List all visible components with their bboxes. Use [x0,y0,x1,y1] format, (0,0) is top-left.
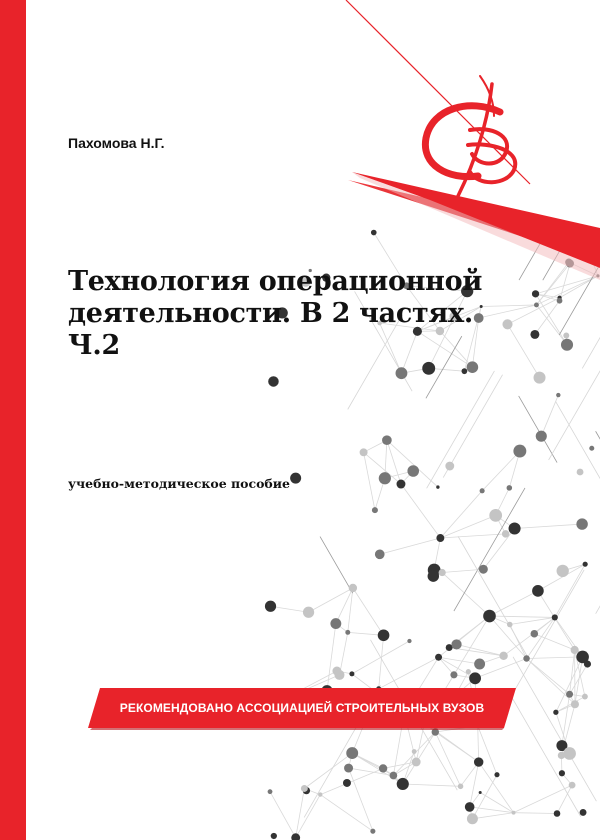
network-dot [580,809,587,816]
network-dot [290,473,301,484]
network-dot [566,691,573,698]
network-line [309,588,353,612]
network-line [443,375,502,478]
network-dot [344,764,353,773]
network-dot [474,659,485,670]
network-dot [396,480,405,489]
network-dot [531,630,539,638]
network-dot [577,469,584,476]
network-line [440,515,495,538]
network-dot [569,782,576,789]
network-line [596,558,600,614]
network-dot [268,376,279,387]
network-dot [563,333,569,339]
network-dot [345,630,350,635]
author-name: Пахомова Н.Г. [68,135,165,151]
network-dot [379,472,391,484]
network-line [320,795,373,832]
network-line [515,524,583,528]
network-line [536,294,567,345]
network-dot [507,622,513,628]
network-dot [479,565,488,574]
network-line [336,588,353,624]
network-dot [428,570,439,581]
network-dot [349,671,354,676]
network-dot [494,772,499,777]
title-line: Ч.2 [68,330,120,361]
network-line [527,659,570,695]
network-line [339,632,347,675]
network-dot [534,302,539,307]
network-dot [467,361,479,373]
network-dot [303,607,314,618]
network-line [582,284,600,369]
book-subtitle: учебно-методическое пособие [68,476,290,491]
network-dot [450,671,457,678]
network-dot [583,562,588,567]
network-line [427,371,495,488]
network-line [271,606,309,612]
network-dot [465,802,475,812]
title-line: Технология операционной [68,266,483,297]
network-line [514,813,557,814]
network-line [401,484,440,538]
network-dot [346,747,358,759]
network-dot [439,569,446,576]
network-dot [390,772,398,780]
network-line [320,537,353,594]
network-dot [483,610,496,623]
network-dot [318,792,322,796]
network-line [327,624,336,691]
network-line [439,616,490,657]
network-line [403,784,461,786]
network-line [527,617,555,658]
network-dot [467,813,478,824]
network-dot [557,298,563,304]
network-dot [474,757,483,766]
network-line [478,726,479,762]
network-dot [330,618,341,629]
network-dot [556,393,560,397]
network-dot [407,465,419,477]
network-dot [563,747,576,760]
network-dot [554,810,561,817]
network-line [510,617,555,624]
network-line [527,659,575,705]
network-dot [532,290,539,297]
network-dot [559,770,565,776]
network-dot [412,749,417,754]
banner-text: РЕКОМЕНДОВАНО АССОЦИАЦИЕЙ СТРОИТЕЛЬНЫХ ВУЗОВ [119,701,485,715]
network-dot [378,629,390,641]
network-dot [445,462,454,471]
network-line [440,491,482,538]
network-dot [291,833,300,840]
network-line [353,588,384,635]
network-line [556,697,585,713]
network-dot [268,789,273,794]
network-dot [512,811,516,815]
network-dot [301,785,308,792]
network-dot [584,660,591,667]
network-line [348,588,353,632]
network-dot [469,672,481,684]
network-line [541,395,558,436]
network-line [479,762,514,813]
network-dot [502,530,509,537]
network-dot [379,764,387,772]
network-dot [372,507,378,513]
network-dot [536,431,547,442]
network-dot [489,509,502,522]
network-dot [589,446,594,451]
network-dot [382,435,392,445]
network-dot [332,667,341,676]
network-dot [436,485,439,488]
network-dot [265,601,276,612]
network-dot [576,518,587,529]
network-line [478,726,497,775]
network-line [514,785,573,813]
network-dot [513,445,526,458]
network-line [380,538,441,554]
network-dot [534,372,546,384]
network-dot [509,522,521,534]
network-dot [407,639,411,643]
network-dot [435,654,442,661]
network-dot [561,339,573,351]
network-line [379,657,439,689]
network-dot [582,694,588,700]
network-line [549,310,600,460]
network-dot [532,585,544,597]
network-line [513,657,596,801]
network-line [270,792,296,838]
network-line [596,431,600,568]
network-dot [451,639,461,649]
network-dot [360,448,368,456]
network-dot [375,549,385,559]
network-line [403,732,436,784]
network-line [454,488,525,611]
network-dot [397,778,409,790]
network-dot [571,646,579,654]
network-dot [349,584,357,592]
book-title [68,266,508,362]
network-line [489,616,554,617]
left-red-bar [0,0,26,840]
network-dot [553,710,558,715]
network-dot [466,669,471,674]
network-dot [396,367,408,379]
recommendation-banner [88,688,516,730]
network-dot [523,655,529,661]
network-dot [458,784,464,790]
network-dot [436,534,444,542]
network-line [472,775,497,819]
network-line [472,813,513,819]
network-line [534,634,574,650]
network-line [352,753,403,784]
network-line [527,657,583,659]
network-dot [479,791,482,794]
network-dot [557,565,569,577]
network-dot [412,758,421,767]
network-dot [480,488,485,493]
network-dot [271,833,277,839]
title-line: деятельности. В 2 частях. [68,298,473,329]
network-dot [343,779,351,787]
network-dot [499,652,507,660]
network-dot [507,485,513,491]
network-dot [552,614,558,620]
network-dot [530,330,539,339]
network-dot [371,230,377,236]
network-dot [370,829,375,834]
network-dot [571,700,579,708]
network-dot [422,362,435,375]
network-line [440,534,505,538]
network-line [536,276,598,305]
network-dot [462,368,468,374]
